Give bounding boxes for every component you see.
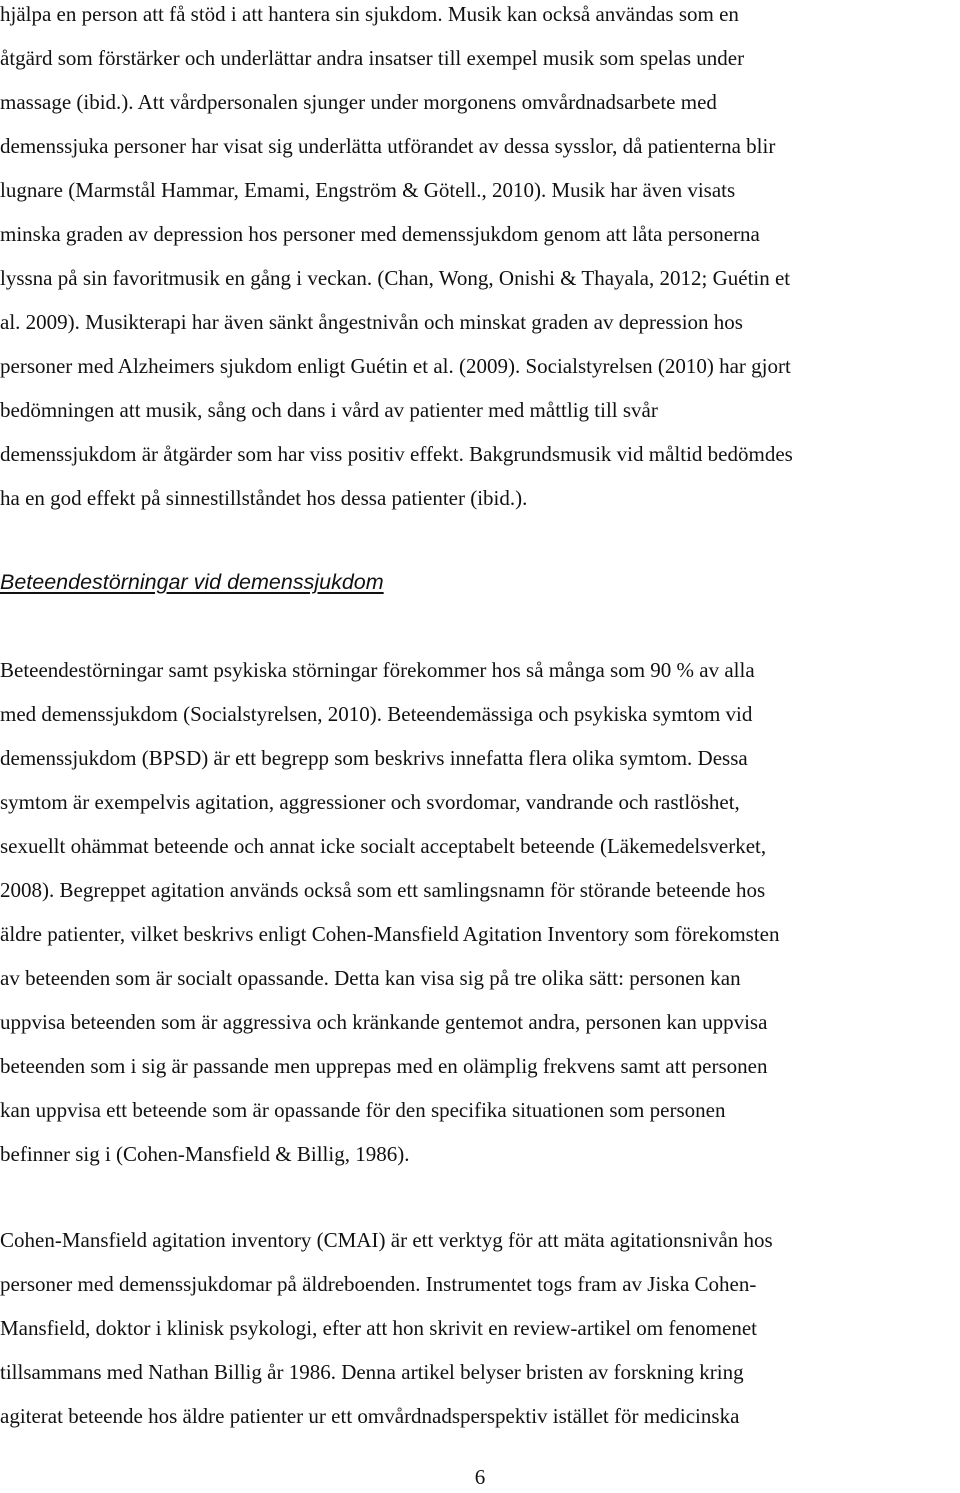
paragraph-cmai	[0, 1218, 960, 1438]
text-line: ha en god effekt på sinnestillståndet hos dessa patienter (ibid.).	[0, 486, 528, 510]
text-line: hjälpa en person att få stöd i att hantera sin sjukdom. Musik kan också användas som en	[0, 2, 739, 26]
text-line: 2008). Begreppet agitation används också som ett samlingsnamn för störande beteende hos	[0, 878, 766, 902]
text-line: av beteenden som är socialt opassande. Detta kan visa sig på tre olika sätt: personen kan	[0, 966, 741, 990]
text-line: befinner sig i (Cohen-Mansfield & Billig, 1986).	[0, 1142, 410, 1166]
text-line: kan uppvisa ett beteende som är opassande för den specifika situationen som personen	[0, 1098, 726, 1122]
section-heading: Beteendestörningar vid demenssjukdom	[0, 570, 384, 594]
text-line: demenssjuka personer har visat sig underlätta utförandet av dessa sysslor, då patienterna blir	[0, 134, 776, 158]
text-line: minska graden av depression hos personer med demenssjukdom genom att låta personerna	[0, 222, 760, 246]
text-line: Beteendestörningar samt psykiska störningar förekommer hos så många som 90 % av alla	[0, 658, 755, 682]
text-line: Cohen-Mansfield agitation inventory (CMAI) är ett verktyg för att mäta agitationsnivån hos	[0, 1228, 773, 1252]
text-line: demenssjukdom (BPSD) är ett begrepp som beskrivs innefatta flera olika symtom. Dessa	[0, 746, 748, 770]
text-line: demenssjukdom är åtgärder som har viss positiv effekt. Bakgrundsmusik vid måltid bedömdes	[0, 442, 793, 466]
paragraph-music-therapy	[0, 0, 960, 520]
text-line: uppvisa beteenden som är aggressiva och kränkande gentemot andra, personen kan uppvisa	[0, 1010, 768, 1034]
paragraph-behavior-disorders	[0, 648, 960, 1176]
text-line: äldre patienter, vilket beskrivs enligt Cohen-Mansfield Agitation Inventory som förekomsten	[0, 922, 780, 946]
text-line: med demenssjukdom (Socialstyrelsen, 2010). Beteendemässiga och psykiska symtom vid	[0, 702, 753, 726]
text-line: bedömningen att musik, sång och dans i vård av patienter med måttlig till svår	[0, 398, 658, 422]
text-line: tillsammans med Nathan Billig år 1986. Denna artikel belyser bristen av forskning kring	[0, 1360, 744, 1384]
text-line: personer med demenssjukdomar på äldreboenden. Instrumentet togs fram av Jiska Cohen-	[0, 1272, 757, 1296]
text-line: massage (ibid.). Att vårdpersonalen sjunger under morgonens omvårdnadsarbete med	[0, 90, 717, 114]
text-line: agiterat beteende hos äldre patienter ur ett omvårdnadsperspektiv istället för medicinska	[0, 1404, 740, 1428]
text-line: lyssna på sin favoritmusik en gång i veckan. (Chan, Wong, Onishi & Thayala, 2012; Guétin et	[0, 266, 791, 290]
text-line: symtom är exempelvis agitation, aggressioner och svordomar, vandrande och rastlöshet,	[0, 790, 740, 814]
text-line: Mansfield, doktor i klinisk psykologi, efter att hon skrivit en review-artikel om fenomenet	[0, 1316, 757, 1340]
text-line: åtgärd som förstärker och underlättar andra insatser till exempel musik som spelas under	[0, 46, 745, 70]
text-line: sexuellt ohämmat beteende och annat icke socialt acceptabelt beteende (Läkemedelsverket,	[0, 834, 767, 858]
page-number: 6	[474, 1465, 486, 1489]
text-line: lugnare (Marmstål Hammar, Emami, Engström & Götell., 2010). Musik har även visats	[0, 178, 736, 202]
text-line: beteenden som i sig är passande men upprepas med en olämplig frekvens samt att personen	[0, 1054, 768, 1078]
text-line: al. 2009). Musikterapi har även sänkt ångestnivån och minskat graden av depression hos	[0, 310, 743, 334]
text-line: personer med Alzheimers sjukdom enligt Guétin et al. (2009). Socialstyrelsen (2010) har gjort	[0, 354, 791, 378]
